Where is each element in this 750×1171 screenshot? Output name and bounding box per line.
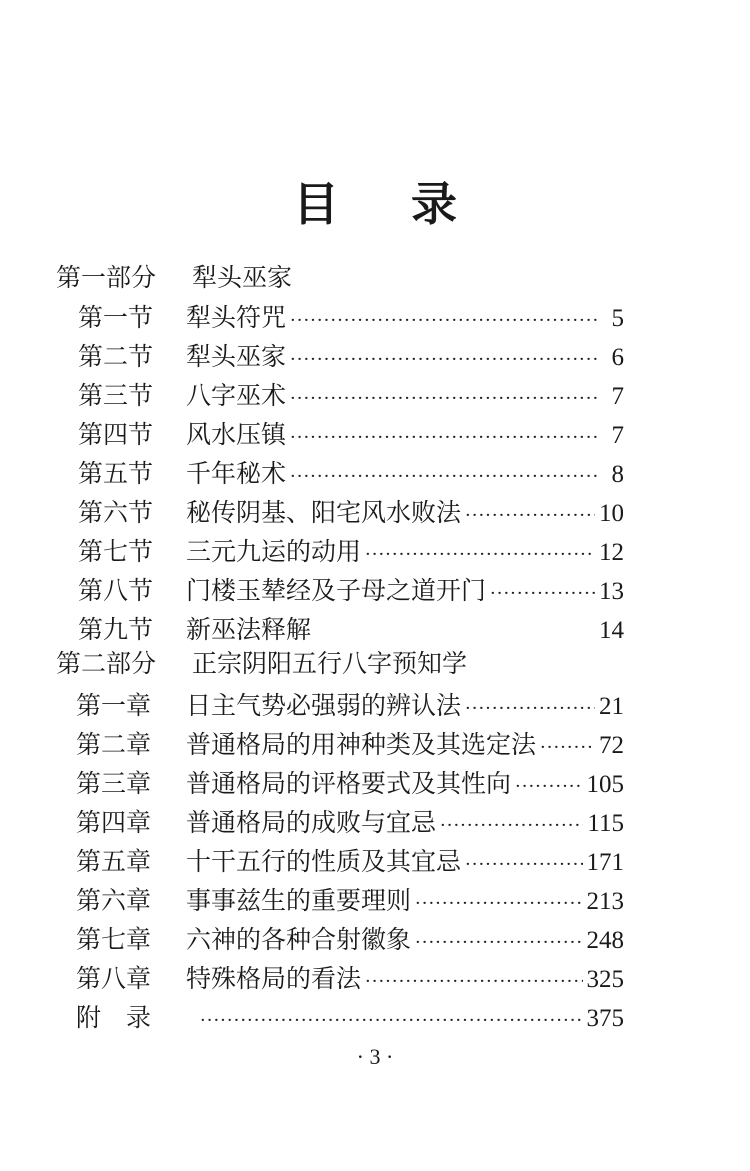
toc-entry xyxy=(76,842,624,876)
entry-label: 第七节 xyxy=(78,537,154,566)
entry-page: 14 xyxy=(599,617,624,644)
entry-page: 13 xyxy=(599,578,624,605)
entry-page: 213 xyxy=(586,888,624,915)
entry-page: 105 xyxy=(586,771,624,798)
part-title: 正宗阴阳五行八字预知学 xyxy=(192,649,468,678)
dot-leader xyxy=(515,776,582,797)
toc-entry xyxy=(78,571,624,605)
entry-title: 普通格局的用神种类及其选定法 xyxy=(186,730,537,759)
dot-leader xyxy=(415,932,582,953)
entry-label: 第二章 xyxy=(76,730,152,759)
entry-title: 千年秘术 xyxy=(186,459,287,488)
entry-page: 72 xyxy=(599,732,624,759)
entry-title: 新巫法释解 xyxy=(186,615,312,644)
part-label: 第一部分 xyxy=(56,263,157,292)
entry-title: 三元九运的动用 xyxy=(186,537,362,566)
entry-title: 普通格局的成败与宜忌 xyxy=(186,808,437,837)
toc-entry xyxy=(76,920,624,954)
entry-label: 第八节 xyxy=(78,576,154,605)
part-title: 犁头巫家 xyxy=(192,263,293,292)
entry-page: 7 xyxy=(611,422,624,449)
dot-leader xyxy=(290,349,598,370)
dot-leader xyxy=(365,544,595,565)
entry-label: 第四章 xyxy=(76,808,152,837)
toc-entry xyxy=(76,764,624,798)
toc-entry xyxy=(78,610,624,644)
dot-leader xyxy=(465,505,595,526)
toc-entry xyxy=(76,803,624,837)
entry-label: 第六章 xyxy=(76,886,152,915)
entry-page: 375 xyxy=(586,1005,624,1032)
entry-title: 特殊格局的看法 xyxy=(186,964,362,993)
entry-title: 秘传阴基、阳宅风水败法 xyxy=(186,498,462,527)
entry-title: 八字巫术 xyxy=(186,381,287,410)
entry-label: 第八章 xyxy=(76,964,152,993)
entry-title: 犁头巫家 xyxy=(186,342,287,371)
entry-title: 十干五行的性质及其宜忌 xyxy=(186,847,462,876)
entry-label: 第三章 xyxy=(76,769,152,798)
entry-label: 第七章 xyxy=(76,925,152,954)
toc-entry xyxy=(76,998,624,1032)
part-heading xyxy=(56,644,467,680)
entry-page: 21 xyxy=(599,693,624,720)
dot-leader xyxy=(465,698,595,719)
entry-page: 325 xyxy=(586,966,624,993)
toc-entry xyxy=(78,415,624,449)
entry-title: 六神的各种合射徽象 xyxy=(186,925,412,954)
dot-leader xyxy=(290,310,598,331)
page-number: · 3 · xyxy=(356,1044,394,1069)
toc-entry xyxy=(76,686,624,720)
entry-title: 犁头符咒 xyxy=(186,303,287,332)
toc-entry xyxy=(78,454,624,488)
dot-leader xyxy=(440,815,583,836)
entry-label: 第五章 xyxy=(76,847,152,876)
entry-page: 248 xyxy=(586,927,624,954)
entry-title: 事事兹生的重要理则 xyxy=(186,886,412,915)
toc-entry xyxy=(78,298,624,332)
dot-leader xyxy=(490,583,595,604)
entry-title: 日主气势必强弱的辨认法 xyxy=(186,691,462,720)
entry-title: 风水压镇 xyxy=(186,420,287,449)
toc-entry xyxy=(76,959,624,993)
entry-page: 7 xyxy=(611,383,624,410)
entry-page: 115 xyxy=(587,810,624,837)
entry-label: 第四节 xyxy=(78,420,154,449)
dot-leader xyxy=(290,466,598,487)
toc-entry xyxy=(76,881,624,915)
entry-title: 普通格局的评格要式及其性向 xyxy=(186,769,512,798)
dot-leader xyxy=(465,854,582,875)
entry-label: 第九节 xyxy=(78,615,154,644)
entry-page: 8 xyxy=(611,461,624,488)
entry-label: 第六节 xyxy=(78,498,154,527)
entry-label: 附 录 xyxy=(76,1003,152,1032)
entry-label: 第五节 xyxy=(78,459,154,488)
entry-page: 171 xyxy=(586,849,624,876)
part-label: 第二部分 xyxy=(56,649,157,678)
dot-leader xyxy=(290,427,598,448)
part-heading xyxy=(56,258,292,294)
toc-entry xyxy=(78,376,624,410)
toc-entry xyxy=(76,725,624,759)
toc-entry xyxy=(78,493,624,527)
dot-leader xyxy=(365,971,582,992)
toc-entry xyxy=(78,337,624,371)
entry-label: 第一节 xyxy=(78,303,154,332)
dot-leader xyxy=(290,388,598,409)
entry-title: 门楼玉辇经及子母之道开门 xyxy=(186,576,487,605)
entry-page: 6 xyxy=(611,344,624,371)
entry-page: 12 xyxy=(599,539,624,566)
entry-page: 10 xyxy=(599,500,624,527)
page-title: 目 录 xyxy=(292,177,485,231)
dot-leader xyxy=(415,893,582,914)
toc-entry xyxy=(78,532,624,566)
dot-leader xyxy=(200,1010,583,1031)
entry-label: 第三节 xyxy=(78,381,154,410)
dot-leader xyxy=(540,737,595,758)
entry-page: 5 xyxy=(611,305,624,332)
entry-label: 第一章 xyxy=(76,691,152,720)
entry-label: 第二节 xyxy=(78,342,154,371)
